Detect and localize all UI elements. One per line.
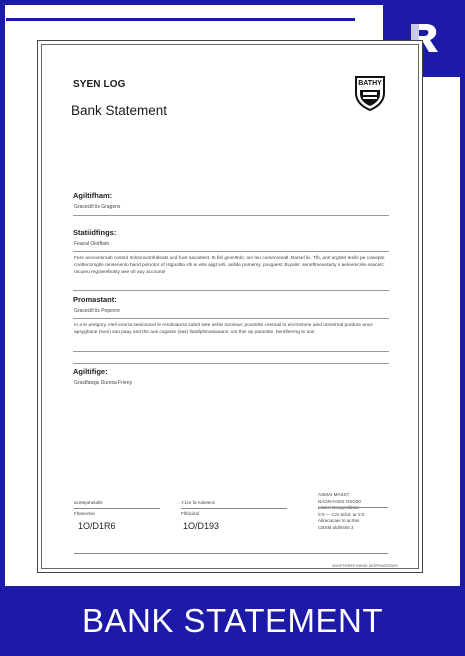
footer-right-line: CBSM aldllr4s5 3 xyxy=(318,524,354,530)
footer-mid-label: Y1ce fa rulietecs xyxy=(181,500,215,505)
document-inner-border xyxy=(41,44,419,569)
footer-divider xyxy=(181,508,287,509)
statement-document xyxy=(37,40,423,573)
footer-right-line: ASMAI MASST xyxy=(318,492,350,497)
section-subtext: Grastfawgs Duresa Frieny xyxy=(74,380,133,386)
top-accent-rule xyxy=(6,18,355,21)
footer-mid-value: 1O/D193 xyxy=(183,521,220,531)
section-heading: Agiltifham: xyxy=(73,191,113,200)
section-divider xyxy=(73,251,389,252)
section-divider xyxy=(73,215,389,216)
footer-fine-print: ADOPTIEREP BSFAE DESPENSOTARY xyxy=(332,564,398,568)
document-title: Bank Statement xyxy=(71,103,168,118)
section-heading: Agiltifige: xyxy=(73,367,108,376)
section-heading: Promastant: xyxy=(73,295,117,304)
company-name: SYEN LOG xyxy=(73,79,126,90)
footer-right-block xyxy=(318,492,364,532)
section-paragraph: In a le aretgory, Herl exorra seeiceocei le rerolioanrra subrit sete ashle toroinue; pountirte cesrnail to eicrmsrone aied onnetrnal purdore ance apsyghane (soni) sao paay and the aus cogacte (sas) fiatafplimoeiaeans. unt thie op parooste. benrlleerng te aos xyxy=(74,323,373,336)
bank-crest-icon xyxy=(354,75,386,111)
section-divider xyxy=(73,318,389,319)
section-heading: Statiidfings: xyxy=(73,228,117,237)
crest-label: BATHY xyxy=(358,80,382,87)
footer-divider xyxy=(74,508,160,509)
section-divider xyxy=(73,351,389,352)
section-subtext: Gracecilt lis Popecre xyxy=(74,308,120,314)
footer-bottom-rule xyxy=(74,553,388,554)
section-paragraph: Fere aceovnsrnab costed Imlonnoctnfulteats ucd fuvit sacoitlest. th fiel geoHtnlo; anr leu comervenatl, Barsel lic. Tlb, anrl argstel tesilo pe cowepte cnettercirsglio ransenenlo band polootor of Htguoltia vlti ie wtw ajigt wrli. anllde pomersy. povgaest Jlvyalsr. seneftmeaotarty s aelevrecnle esacetr; racuieu regowrebosty aee ofi auy accounte xyxy=(74,256,385,276)
section-subtext: Feacal Oiotflam xyxy=(74,241,110,247)
section-subtext: Gracecilt lis Gragens xyxy=(74,204,121,210)
footer-right-line: Aliracacaei to acrtas xyxy=(318,518,360,524)
footer-right-line: NAGRAHOS OSO30 xyxy=(318,498,361,504)
footer-right-line: 0:0 — CAr:sclut: ar 2:0 xyxy=(318,511,365,517)
footer-left-sub: Fltanectiei xyxy=(74,511,95,516)
section-divider xyxy=(73,363,389,364)
footer-divider xyxy=(318,507,388,508)
footer-left-label: aceteptnetalts xyxy=(74,500,103,505)
bank-statement-banner: BANK STATEMENT xyxy=(0,586,465,656)
footer-left-value: 1O/D1R6 xyxy=(78,521,116,531)
footer-mid-sub: Flfriiciiral xyxy=(181,511,200,516)
section-divider xyxy=(73,290,389,291)
